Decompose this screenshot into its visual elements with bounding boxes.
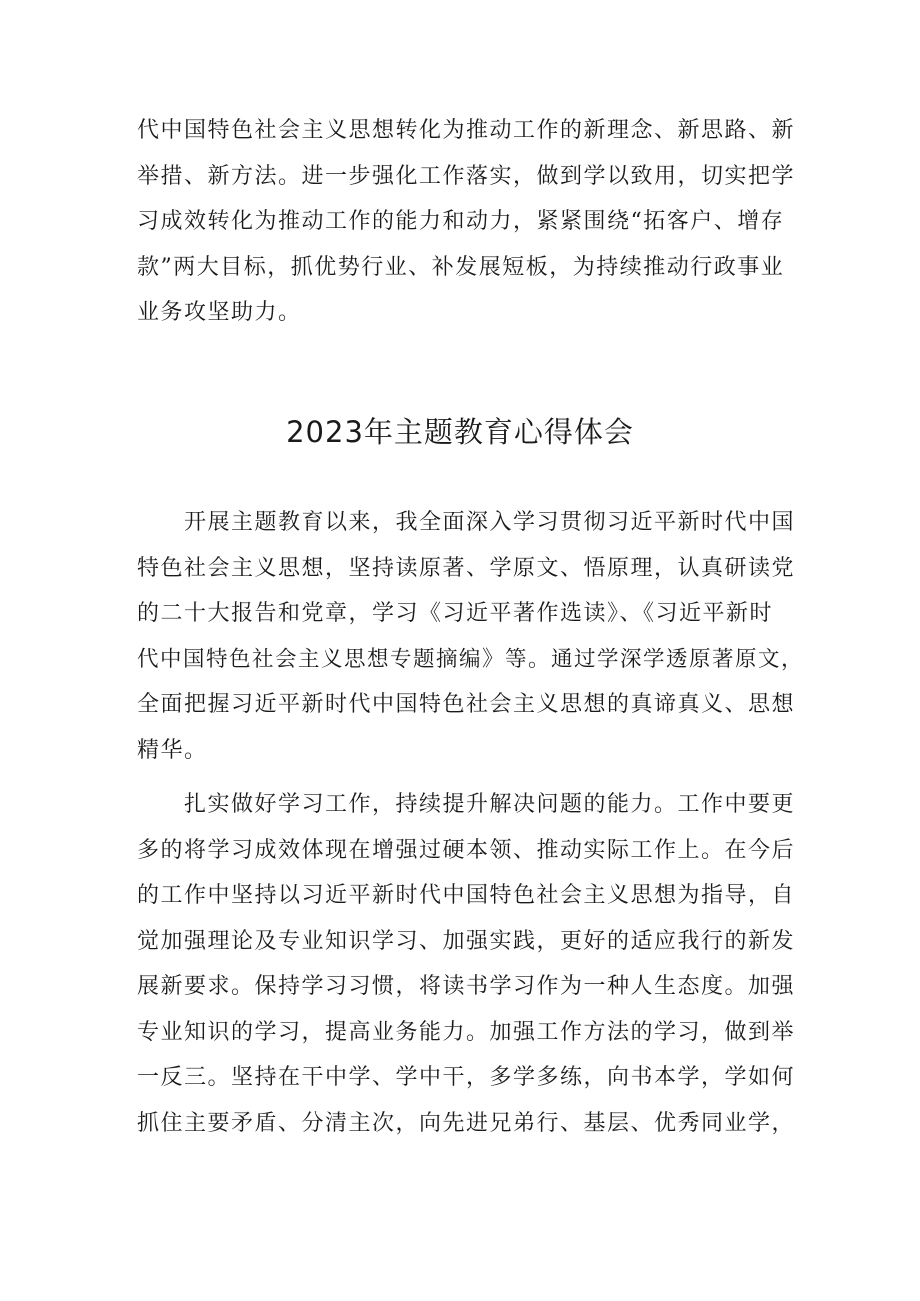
text-line: 特色社会主义思想，坚持读原著、学原文、悟原理，认真研读党 bbox=[137, 555, 796, 581]
paragraph-2 bbox=[137, 782, 801, 1146]
intro-paragraph bbox=[137, 108, 801, 336]
text-line: 的工作中坚持以习近平新时代中国特色社会主义思想为指导，自 bbox=[137, 883, 796, 908]
text-line: 专业知识的学习，提高业务能力。加强工作方法的学习，做到举 bbox=[137, 1019, 796, 1045]
text-line: 抓住主要矛盾、分清主次，向先进兄弟行、基层、优秀同业学， bbox=[137, 1110, 796, 1136]
paragraph-1 bbox=[137, 500, 805, 773]
text-line: 开展主题教育以来，我全面深入学习贯彻习近平新时代中国 bbox=[184, 510, 796, 535]
text-line: 代中国特色社会主义思想专题摘编》等。通过学深学透原著原文， bbox=[137, 646, 805, 672]
text-line: 一反三。坚持在干中学、学中干，多学多练，向书本学，学如何 bbox=[137, 1065, 796, 1090]
text-line: 精华。 bbox=[137, 737, 208, 763]
text-line: 觉加强理论及专业知识学习、加强实践，更好的适应我行的新发 bbox=[137, 928, 796, 954]
text-line: 习成效转化为推动工作的能力和动力，紧紧围绕“拓客户、增存 bbox=[137, 209, 785, 234]
text-line: 的二十大报告和党章，学习《习近平著作选读》、《习近平新时 bbox=[137, 601, 774, 626]
text-line: 扎实做好学习工作，持续提升解决问题的能力。工作中要更 bbox=[184, 792, 796, 817]
text-line: 全面把握习近平新时代中国特色社会主义思想的真谛真义、思想 bbox=[137, 692, 796, 717]
text-line: 款”两大目标，抓优势行业、补发展短板，为持续推动行政事业 bbox=[137, 254, 785, 280]
document-title: 2023年主题教育心得体会 bbox=[286, 415, 634, 449]
text-line: 举措、新方法。进一步强化工作落实，做到学以致用，切实把学 bbox=[137, 163, 796, 189]
text-line: 代中国特色社会主义思想转化为推动工作的新理念、新思路、新 bbox=[137, 118, 796, 143]
text-line: 业务攻坚助力。 bbox=[137, 300, 302, 325]
text-line: 多的将学习成效体现在增强过硬本领、推动实际工作上。在今后 bbox=[137, 837, 796, 863]
text-line: 展新要求。保持学习习惯，将读书学习作为一种人生态度。加强 bbox=[137, 974, 796, 999]
